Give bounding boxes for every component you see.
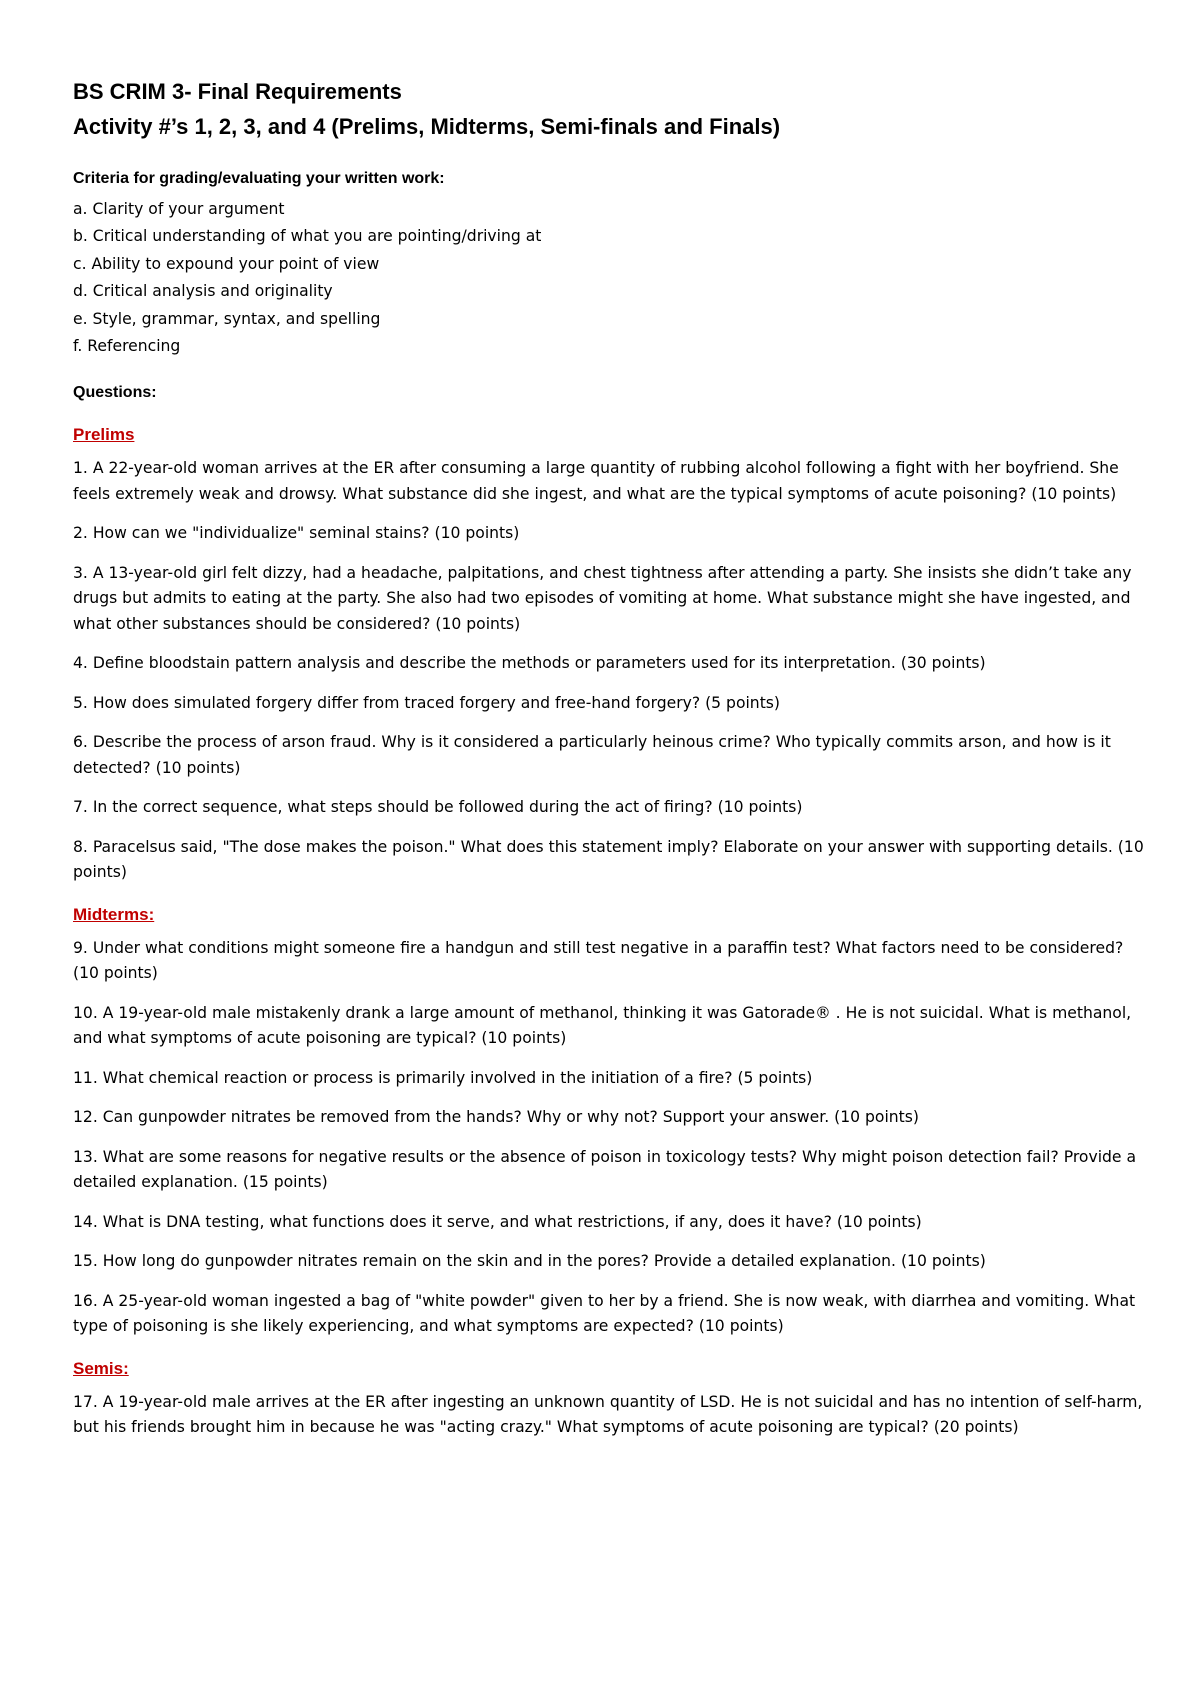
question-item: 7. In the correct sequence, what steps should be followed during the act of firing? (10 points): [73, 798, 803, 817]
question-item: 10. A 19-year-old male mistakenly drank a large amount of methanol, thinking it was Gatorade® . He is not suicidal. What is methanol, and what symptoms of acute poisoning are typical? (10 points): [73, 1003, 1132, 1048]
question-item: 11. What chemical reaction or process is primarily involved in the initiation of a fire? (5 points): [73, 1068, 813, 1087]
question-item: 1. A 22-year-old woman arrives at the ER after consuming a large quantity of rubbing alcohol following a fight with her boyfriend. She feels extremely weak and drowsy. What substance did she ingest, and what are the typical symptoms of acute poisoning? (10 points): [73, 459, 1119, 503]
criteria-item: b. Critical understanding of what you are pointing/driving at: [73, 227, 542, 246]
section-heading-midterms: Midterms:: [73, 904, 155, 924]
section-heading-prelims: Prelims: [73, 425, 135, 445]
criteria-heading: Criteria for grading/evaluating your written work:: [73, 170, 445, 187]
criteria-list: [73, 196, 1148, 360]
document-title-line-2: Activity #’s 1, 2, 3, and 4 (Prelims, Midterms, Semi-finals and Finals): [73, 114, 781, 139]
question-item: 6. Describe the process of arson fraud. Why is it considered a particularly heinous crime? Who typically commits arson, and how is it detected? (10 points): [73, 733, 1111, 777]
criteria-item: e. Style, grammar, syntax, and spelling: [73, 309, 381, 328]
questions-heading: Questions:: [73, 384, 157, 402]
document-title-line-1: BS CRIM 3- Final Requirements: [73, 79, 402, 104]
question-item: 8. Paracelsus said, "The dose makes the poison." What does this statement imply? Elaborate on your answer with supporting details. (10 points): [73, 837, 1144, 882]
question-item: 2. How can we "individualize" seminal stains? (10 points): [73, 524, 520, 543]
question-item: 3. A 13-year-old girl felt dizzy, had a headache, palpitations, and chest tightness after attending a party. She insists she didn’t take any drugs but admits to eating at the party. She also had two episodes of vomiting at home. What substance might she have ingested, and what other substances should be considered? (10 points): [73, 563, 1132, 633]
question-item: 14. What is DNA testing, what functions does it serve, and what restrictions, if any, does it have? (10 points): [73, 1212, 922, 1231]
question-item: 13. What are some reasons for negative results or the absence of poison in toxicology tests? Why might poison detection fail? Provide a detailed explanation. (15 points): [73, 1147, 1137, 1192]
question-item: 4. Define bloodstain pattern analysis and describe the methods or parameters used for its interpretation. (30 points): [73, 654, 986, 673]
criteria-item: c. Ability to expound your point of view: [73, 254, 380, 273]
section-heading-semis: Semis:: [73, 1358, 129, 1378]
criteria-item: f. Referencing: [73, 337, 181, 356]
question-item: 5. How does simulated forgery differ from traced forgery and free-hand forgery? (5 points): [73, 693, 781, 712]
question-item: 15. How long do gunpowder nitrates remain on the skin and in the pores? Provide a detailed explanation. (10 points): [73, 1252, 986, 1271]
question-item: 16. A 25-year-old woman ingested a bag of "white powder" given to her by a friend. She is now weak, with diarrhea and vomiting. What type of poisoning is she likely experiencing, and what symptoms are expected? (10 points): [73, 1291, 1136, 1336]
criteria-item: a. Clarity of your argument: [73, 200, 285, 218]
criteria-item: d. Critical analysis and originality: [73, 282, 333, 301]
question-item: 12. Can gunpowder nitrates be removed from the hands? Why or why not? Support your answer. (10 points): [73, 1108, 920, 1127]
question-item: 17. A 19-year-old male arrives at the ER after ingesting an unknown quantity of LSD. He is not suicidal and has no intention of self-harm, but his friends brought him in because he was "acting crazy." What symptoms of acute poisoning are typical? (20 points): [73, 1392, 1143, 1437]
question-item: 9. Under what conditions might someone fire a handgun and still test negative in a paraffin test? What factors need to be considered? (10 points): [73, 938, 1124, 983]
document-content: [73, 74, 1148, 1455]
